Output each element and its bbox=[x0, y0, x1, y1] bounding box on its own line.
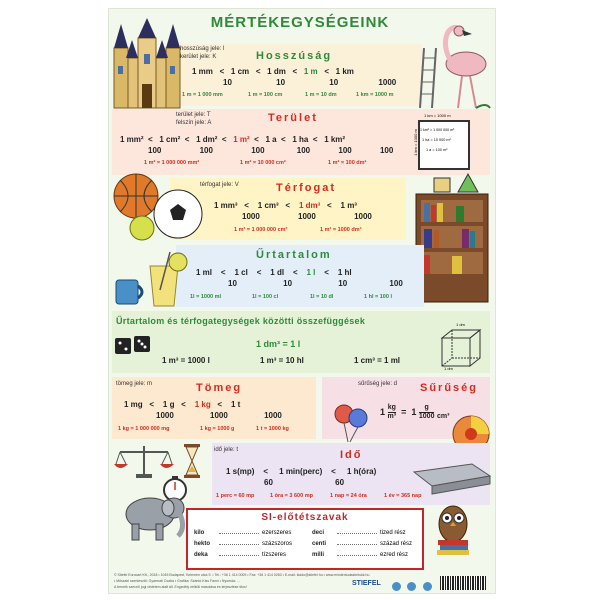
length-units-row: 1 mm < 1 cm < 1 dm < 1 m < 1 km bbox=[192, 67, 354, 76]
time-eq-2: 1 óra = 3 600 mp bbox=[270, 493, 313, 499]
volume-symbol-label: térfogat jele: V bbox=[200, 182, 239, 188]
length-eq-2: 1 m = 100 cm bbox=[248, 92, 283, 98]
area-section-title: Terület bbox=[268, 112, 318, 124]
length-symbol-label: hosszúság jele: l bbox=[180, 46, 225, 52]
capacity-section-title: Űrtartalom bbox=[256, 249, 332, 261]
balloons-illustration bbox=[332, 400, 372, 442]
balls-illustration bbox=[112, 172, 208, 242]
length-eq-3: 1 m = 10 dm bbox=[305, 92, 337, 98]
relation-item-2: 1 m³ = 10 hl bbox=[260, 356, 304, 365]
area-units-row: 1 mm² < 1 cm² < 1 dm² < 1 m² < 1 a < 1 ha < 1 km² bbox=[120, 135, 346, 144]
area-diagram-top: 1 km = 1000 m bbox=[424, 113, 451, 118]
time-factors-row: 60 60 bbox=[264, 478, 345, 487]
capacity-eq-3: 1l = 10 dl bbox=[310, 294, 334, 300]
si-row-kilo: kilo ezerszeres bbox=[194, 530, 292, 536]
mass-eq-2: 1 kg = 1000 g bbox=[200, 426, 235, 432]
mass-symbol-label: tömeg jele: m bbox=[116, 381, 153, 387]
density-section-title: Sűrűség bbox=[420, 382, 479, 394]
si-row-centi: centi század rész bbox=[312, 541, 413, 547]
barcode bbox=[440, 576, 486, 590]
badge-icon bbox=[423, 582, 432, 591]
stiefel-logo: STIEFEL bbox=[352, 580, 381, 587]
si-prefixes-box bbox=[186, 508, 424, 570]
time-eq-4: 1 év = 365 nap bbox=[384, 493, 422, 499]
volume-eq-1: 1 m³ = 1 000 000 cm³ bbox=[234, 227, 288, 233]
capacity-factors-row: 10 10 10 100 bbox=[228, 279, 403, 288]
mass-units-row: 1 mg < 1 g < 1 kg < 1 t bbox=[124, 400, 241, 409]
castle-illustration bbox=[112, 18, 182, 110]
relation-item-1: 1 m³ = 1000 l bbox=[162, 356, 210, 365]
drinks-illustration bbox=[112, 250, 188, 308]
cube-diagram bbox=[434, 326, 484, 370]
volume-section-title: Térfogat bbox=[276, 182, 336, 194]
dice-illustration bbox=[114, 334, 154, 356]
time-section-title: Idő bbox=[340, 449, 363, 461]
area-diagram-ha: 1 ha = 10 000 m² bbox=[422, 138, 451, 142]
mass-eq-3: 1 t = 1000 kg bbox=[256, 426, 289, 432]
footer-line-3: A termék szerzői jogi védelem alatt áll. Engedély nélküli másolása és terjesztése tilos! bbox=[114, 585, 247, 589]
density-formula: 1 $\frac{kg}{\text{m³}}$ = 1 $\frac{g}{1000}$ cm³ bbox=[380, 404, 450, 420]
area-symbol-label: terület jele: T bbox=[176, 112, 211, 118]
si-prefixes-title: SI-előtétszavak bbox=[261, 512, 349, 523]
time-symbol-label: idő jele: t bbox=[214, 447, 239, 453]
length-eq-4: 1 km = 1000 m bbox=[356, 92, 394, 98]
capacity-units-row: 1 ml < 1 cl < 1 dl < 1 l < 1 hl bbox=[196, 268, 352, 277]
si-row-hekto: hekto százszoros bbox=[194, 541, 293, 547]
mass-eq-1: 1 kg = 1 000 000 mg bbox=[118, 426, 170, 432]
time-eq-1: 1 perc = 60 mp bbox=[216, 493, 255, 499]
length-eq-1: 1 m = 1 000 mm bbox=[182, 92, 223, 98]
badge-icon bbox=[407, 582, 416, 591]
capacity-eq-4: 1 hl = 100 l bbox=[364, 294, 392, 300]
steel-beam-illustration bbox=[412, 462, 492, 502]
badge-icon bbox=[392, 582, 401, 591]
cube-label-bottom: 1 dm bbox=[444, 366, 453, 371]
owl-illustration bbox=[432, 500, 474, 556]
perimeter-symbol-label: kerület jele: K bbox=[180, 54, 217, 60]
page-title: MÉRTÉKEGYSÉGEINK bbox=[210, 14, 390, 31]
bookshelf-illustration bbox=[412, 172, 492, 306]
area-eq-3: 1 m² = 100 dm² bbox=[328, 160, 367, 166]
mass-factors-row: 1000 1000 1000 bbox=[156, 411, 282, 420]
footer-line-2: • Műszaki szerkesztő: Gyarmati Csaba • Grafika: Szántó-Kiss Fanni • Nyomda: ... bbox=[114, 579, 240, 583]
volume-eq-2: 1 m³ = 1000 dm³ bbox=[320, 227, 362, 233]
volume-factors-row: 1000 1000 1000 bbox=[242, 212, 372, 221]
relation-item-3: 1 cm³ = 1 ml bbox=[354, 356, 401, 365]
si-row-deka: deka tízszeres bbox=[194, 552, 287, 558]
volume-units-row: 1 mm³ < 1 cm³ < 1 dm³ < 1 m³ bbox=[214, 201, 357, 210]
area-factors-row: 100 100 100 100 100 100 bbox=[148, 146, 394, 155]
footer-line-1: © Stiefel Eurocart Kft., 2018 • 1045 Budapest, Kelemen utca 9. • Tel.: +36 1 414 0009 • Fax: +36 1 414 0260 • E-mail: kiado@stiefel.hu • www.mindentudasbetukk.hu bbox=[114, 573, 370, 577]
elephant-illustration bbox=[112, 484, 188, 544]
cube-label-top: 1 dm bbox=[456, 322, 465, 327]
si-row-deci: deci tized rész bbox=[312, 530, 406, 536]
time-eq-3: 1 nap = 24 óra bbox=[330, 493, 367, 499]
hourglass-illustration bbox=[182, 444, 202, 478]
capacity-eq-2: 1l = 100 cl bbox=[252, 294, 279, 300]
area-diagram-km2: 1 km² = 1 000 000 m² bbox=[420, 128, 455, 132]
capacity-eq-1: 1l = 1000 ml bbox=[190, 294, 222, 300]
length-section-title: Hosszúság bbox=[256, 50, 333, 62]
flamingo-illustration bbox=[432, 24, 494, 110]
area-diagram-a: 1 a = 100 m² bbox=[426, 148, 448, 152]
area-diagram-side: 1 km = 1000 m bbox=[412, 129, 418, 156]
relation-main: 1 dm³ = 1 l bbox=[256, 339, 301, 349]
badge-icons bbox=[392, 578, 432, 596]
relation-section-title: Űrtartalom és térfogategységek közötti összefüggések bbox=[116, 316, 366, 326]
surface-symbol-label: felszín jele: A bbox=[176, 120, 212, 126]
mass-section-title: Tömeg bbox=[196, 382, 243, 394]
scales-illustration bbox=[112, 444, 176, 478]
length-factors-row: 10 10 10 1000 bbox=[223, 78, 397, 87]
area-eq-2: 1 m² = 10 000 cm² bbox=[240, 160, 286, 166]
time-units-row: 1 s(mp) < 1 min(perc) < 1 h(óra) bbox=[226, 467, 377, 476]
si-row-milli: milli ezred rész bbox=[312, 552, 409, 558]
density-symbol-label: sűrűség jele: d bbox=[358, 381, 398, 387]
area-eq-1: 1 m² = 1 000 000 mm² bbox=[144, 160, 200, 166]
